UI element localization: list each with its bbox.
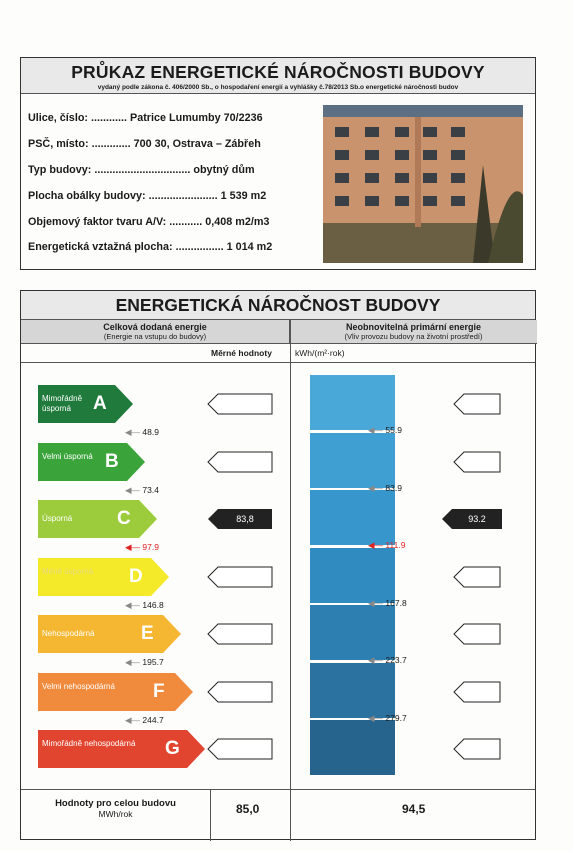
empty-indicator-left <box>207 623 273 645</box>
delivered-threshold: ◀— 244.7 <box>125 714 164 725</box>
rating-band-letter: A <box>93 393 107 414</box>
totals-unit: MWh/rok <box>98 809 133 819</box>
rating-band-label: Úsporná <box>42 514 73 523</box>
info-shape-factor: Objemový faktor tvaru A/V: ........... 0,408 m2/m3 <box>28 216 270 228</box>
rating-band-label: Méně úsporná <box>42 566 94 576</box>
building-photo <box>323 105 523 263</box>
empty-indicator-right <box>453 681 501 703</box>
building-info-card <box>20 57 536 270</box>
energy-section-title: ENERGETICKÁ NÁROČNOST BUDOVY <box>21 291 535 320</box>
delivered-threshold: ◀— 195.7 <box>125 657 164 667</box>
delivered-energy-subtitle: (Energie na vstupu do budovy) <box>103 332 207 341</box>
rating-band-letter: G <box>165 738 180 759</box>
rating-band-label: Velmi úsporná <box>42 451 93 461</box>
primary-threshold: ◀— 223.7 <box>368 655 407 665</box>
totals-label: Hodnoty pro celou budovu <box>55 798 176 809</box>
info-envelope-area: Plocha obálky budovy: ....................... 1 539 m2 <box>28 190 267 202</box>
empty-indicator-left <box>207 393 273 415</box>
totals-label-cell <box>21 790 211 841</box>
rating-band-letter: E <box>141 623 154 644</box>
primary-scale-segment <box>310 720 395 775</box>
delivered-threshold: ◀— 97.9 <box>125 542 159 552</box>
total-delivered-value: 85,0 <box>236 802 260 816</box>
svg-text:83,8: 83,8 <box>236 514 254 524</box>
delivered-energy-header <box>21 320 290 344</box>
empty-indicator-left <box>207 566 273 588</box>
primary-scale-segment <box>310 663 395 718</box>
empty-indicator-right <box>453 623 501 645</box>
total-primary-value: 94,5 <box>402 802 426 816</box>
primary-energy-title: Neobnovitelná primární energie <box>345 322 482 332</box>
primary-threshold: ◀— 83.9 <box>368 482 402 493</box>
empty-indicator-right <box>453 393 501 415</box>
certificate-title: PRŮKAZ ENERGETICKÉ NÁROČNOSTI BUDOVY <box>71 62 485 82</box>
rating-band-label: Mimořádně nehospodárná <box>42 739 136 748</box>
empty-indicator-left <box>207 738 273 760</box>
primary-threshold: ◀— 111.9 <box>368 540 406 550</box>
rating-band-label: Mimořádně úsporná <box>42 394 83 413</box>
primary-scale-segment <box>310 375 395 430</box>
rating-band-g <box>38 730 205 768</box>
info-postal: PSČ, místo: ............. 700 30, Ostrava – Zábřeh <box>28 138 261 150</box>
info-reference-area: Energetická vztažná plocha: ................ 1 014 m2 <box>28 241 273 253</box>
delivered-energy-indicator <box>207 508 273 530</box>
rating-band-letter: F <box>153 680 165 702</box>
delivered-energy-title: Celková dodaná energie <box>103 322 207 332</box>
rating-band-label: Nehospodárná <box>42 629 95 638</box>
rating-band-f <box>38 673 193 711</box>
empty-indicator-right <box>453 738 501 760</box>
primary-energy-subtitle: (Vliv provozu budovy na životní prostředí) <box>344 332 483 341</box>
certificate-header <box>21 58 535 94</box>
totals-row <box>21 789 535 841</box>
rating-band-b <box>38 443 145 481</box>
units-value: kWh/(m²·rok) <box>295 348 345 358</box>
empty-indicator-right <box>453 566 501 588</box>
primary-scale-segment <box>310 433 395 488</box>
rating-band-letter: B <box>105 450 119 472</box>
primary-threshold: ◀— 167.8 <box>368 597 407 608</box>
rating-band-letter: D <box>129 565 143 587</box>
info-building-type: Typ budovy: ................................ obytný dům <box>28 164 255 176</box>
delivered-threshold: ◀— 146.8 <box>125 599 164 610</box>
svg-text:93.2: 93.2 <box>468 514 486 524</box>
energy-rating-card <box>20 290 536 840</box>
column-divider <box>290 320 291 789</box>
units-row <box>21 344 535 363</box>
rating-band-d <box>38 558 169 596</box>
primary-threshold: ◀— 55.9 <box>368 425 402 435</box>
delivered-threshold: ◀— 48.9 <box>125 427 159 437</box>
primary-energy-indicator <box>441 508 503 530</box>
empty-indicator-left <box>207 681 273 703</box>
empty-indicator-right <box>453 451 501 473</box>
delivered-threshold: ◀— 73.4 <box>125 484 159 495</box>
rating-band-e <box>38 615 181 653</box>
info-address: Ulice, číslo: ............ Patrice Lumumby 70/2236 <box>28 112 263 124</box>
units-label: Měrné hodnoty <box>211 348 272 358</box>
rating-band-letter: C <box>117 508 131 529</box>
primary-scale-segment <box>310 605 395 660</box>
empty-indicator-left <box>207 451 273 473</box>
primary-energy-header <box>290 320 537 344</box>
primary-scale-segment <box>310 490 395 545</box>
rating-band-c <box>38 500 157 538</box>
certificate-subtitle: vydaný podle zákona č. 406/2000 Sb., o hospodaření energií a vyhlášky č.78/2013 Sb.o energetické náročnosti budov <box>97 84 459 91</box>
rating-band-label: Velmi nehospodárná <box>42 681 115 691</box>
primary-scale-segment <box>310 548 395 603</box>
primary-threshold: ◀— 279.7 <box>368 712 407 723</box>
rating-band-a <box>38 385 133 423</box>
